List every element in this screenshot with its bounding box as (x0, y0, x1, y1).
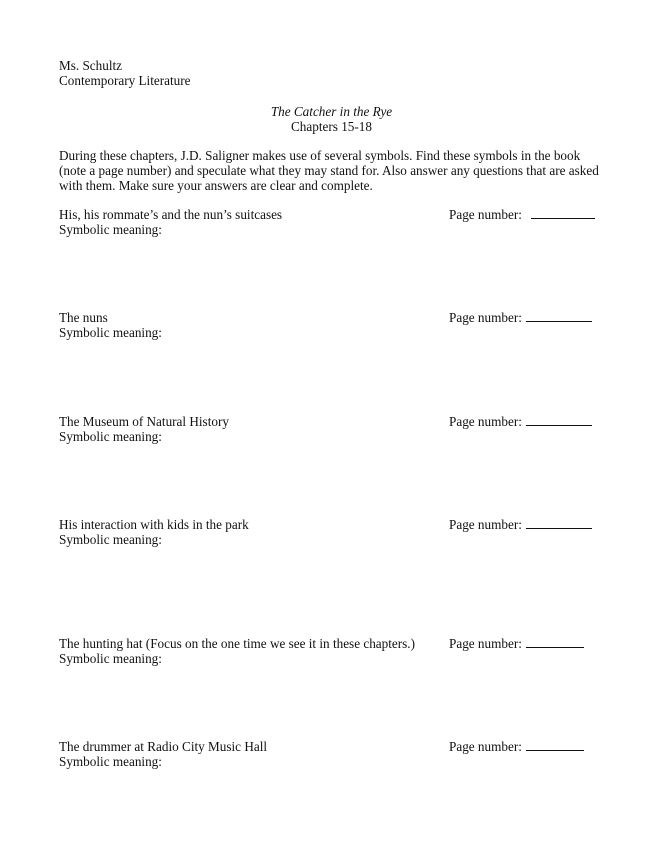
page-number-field[interactable] (449, 517, 592, 532)
teacher-name: Ms. Schultz (59, 58, 123, 73)
page-number-blank[interactable] (526, 739, 584, 751)
page-number-label: Page number: (449, 739, 522, 754)
page-number-field[interactable] (449, 310, 592, 325)
symbol-item-row (59, 636, 619, 651)
symbol-item-row (59, 414, 619, 429)
page-number-field[interactable] (449, 636, 584, 651)
page-number-blank[interactable] (526, 636, 584, 648)
page-number-label: Page number: (449, 414, 522, 429)
page-number-label: Page number: (449, 207, 522, 222)
symbolic-meaning-label: Symbolic meaning: (59, 325, 162, 340)
page-number-label: Page number: (449, 310, 522, 325)
symbol-topic: His, his rommate’s and the nun’s suitcases (59, 207, 283, 222)
symbolic-meaning-label: Symbolic meaning: (59, 532, 162, 547)
chapters-label: Chapters 15-18 (291, 119, 372, 134)
header (59, 58, 190, 88)
symbol-item (59, 739, 619, 769)
symbolic-meaning-label: Symbolic meaning: (59, 222, 162, 237)
symbol-topic: His interaction with kids in the park (59, 517, 249, 532)
symbol-item (59, 414, 619, 444)
page-number-field[interactable] (449, 739, 584, 754)
instructions-paragraph: During these chapters, J.D. Saligner makes use of several symbols. Find these symbols in the book (note a page number) and speculate what they may stand for. Also answer any questions that are asked with them. Make sure your answers are clear and complete. (59, 148, 599, 193)
symbol-item (59, 207, 619, 237)
page-number-blank[interactable] (526, 414, 592, 426)
symbol-item (59, 517, 619, 547)
symbol-topic: The hunting hat (Focus on the one time we see it in these chapters.) (59, 636, 415, 651)
symbolic-meaning-label: Symbolic meaning: (59, 429, 162, 444)
page-number-blank[interactable] (531, 207, 595, 219)
symbolic-meaning-label: Symbolic meaning: (59, 651, 162, 666)
symbol-item-row (59, 517, 619, 532)
book-title: The Catcher in the Rye (270, 104, 393, 119)
symbol-topic: The drummer at Radio City Music Hall (59, 739, 268, 754)
symbol-topic: The nuns (59, 310, 108, 325)
symbol-item-row (59, 739, 619, 754)
symbolic-meaning-label: Symbolic meaning: (59, 754, 162, 769)
symbol-item-row (59, 310, 619, 325)
page-number-label: Page number: (449, 636, 522, 651)
page-number-label: Page number: (449, 517, 522, 532)
symbol-item (59, 310, 619, 340)
page-number-blank[interactable] (526, 517, 592, 529)
symbol-item-row (59, 207, 619, 222)
page-number-field[interactable] (449, 207, 595, 222)
title-block (0, 104, 663, 134)
symbol-topic: The Museum of Natural History (59, 414, 229, 429)
page-number-field[interactable] (449, 414, 592, 429)
symbol-item (59, 636, 619, 666)
course-name: Contemporary Literature (59, 73, 191, 88)
page-number-blank[interactable] (526, 310, 592, 322)
